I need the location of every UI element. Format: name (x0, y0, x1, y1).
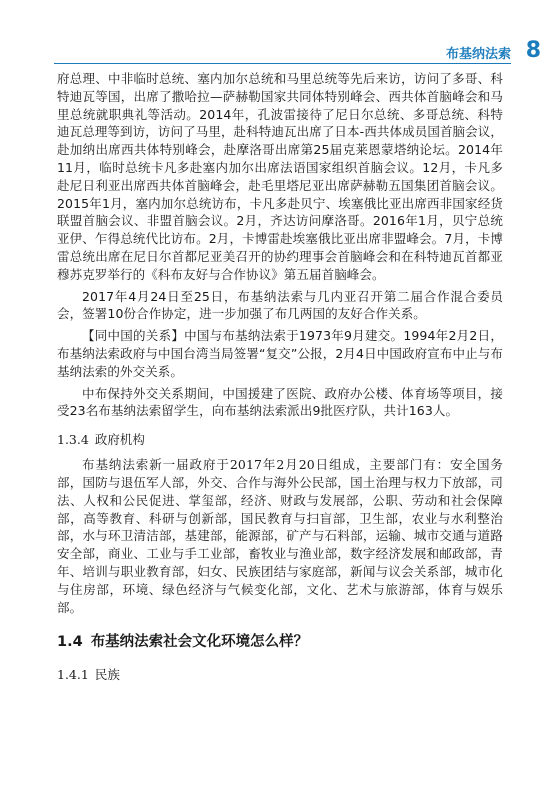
section-heading-government (57, 430, 503, 448)
page-header (0, 0, 559, 80)
paragraph-china-relations: 【同中国的关系】中国与布基纳法索于1973年9月建交。1994年2月2日，布基纳法索政府与中国台湾当局签署“复交”公报，2月4日中国政府宣布中止与布基纳法索的外交关系。 (57, 328, 503, 379)
section-title: 布基纳法索社会文化环境怎么样？ (90, 634, 309, 651)
paragraph-china-aid: 中布保持外交关系期间，中国援建了医院、政府办公楼、体育场等项目，接受23名布基纳法索留学生，向布基纳法索派出9批医疗队，共计163人。 (57, 385, 503, 419)
paragraph-guinea-commission: 2017年4月24日至25日，布基纳法索与几内亚召开第二届合作混合委员会，签署10份合作协定，进一步加强了布几两国的友好合作关系。 (57, 288, 503, 322)
section-number: 1.4.1 (57, 667, 89, 683)
section-number: 1.3.4 (57, 432, 89, 448)
section-number: 1.4 (57, 634, 83, 651)
chapter-heading-social-culture (57, 630, 503, 651)
section-title: 政府机构 (94, 432, 145, 448)
page-body (57, 70, 503, 691)
header-rule (54, 63, 511, 64)
section-heading-ethnicity (57, 665, 503, 683)
page-number: 8 (525, 38, 541, 63)
section-title: 民族 (94, 667, 120, 683)
running-title: 布基纳法索 (445, 47, 511, 62)
paragraph-government-ministries: 布基纳法索新一届政府于2017年2月20日组成，主要部门有：安全国务部，国防与退伍军人部，外交、合作与海外公民部，国土治理与权力下放部，司法、人权和公民促进、掌玺部，经济、财政与发展部，公职、劳动和社会保障部，高等教育、科研与创新部，国民教育与扫盲部，卫生部，农业与水利整治部，水与环卫清洁部，基建部，能源部，矿产与石料部，运输、城市交通与道路安全部，商业、工业与手工业部，畜牧业与渔业部，数字经济发展和邮政部，青年、培训与职业教育部，妇女、民族团结与家庭部，新闻与议会关系部，城市化与住房部，环境、绿色经济与气候变化部，文化、艺术与旅游部，体育与娱乐部。 (57, 457, 503, 615)
paragraph-diplomatic-visits: 府总理、中非临时总统、塞内加尔总统和马里总统等先后来访，访问了多哥、科特迪瓦等国，出席了撒哈拉—萨赫勒国家共同体特别峰会、西共体首脑峰会和马里总统就职典礼等活动。2014年，孔波雷接待了尼日尔总统、多哥总统、科特迪瓦总理等到访，访问了马里，赴科特迪瓦出席了日本-西共体成员国首脑会议，赴加纳出席西共体特别峰会，赴摩洛哥出席第25届克莱恩蒙塔纳论坛。2014年11月，临时总统卡凡多赴塞内加尔出席法语国家组织首脑会议。12月，卡凡多赴尼日利亚出席西共体首脑峰会，赴毛里塔尼亚出席萨赫勒五国集团首脑会议。2015年1月，塞内加尔总统访布，卡凡多赴贝宁、埃塞俄比亚出席西非国家经货联盟首脑会议、非盟首脑会议。2月，齐达访问摩洛哥。2016年1月，贝宁总统亚伊、乍得总统代比访布。2月，卡博雷赴埃塞俄比亚出席非盟峰会。7月，卡博雷总统出席在尼日尔首都尼亚美召开的协约理事会首脑峰会和在科特迪瓦首都亚穆苏克罗举行的《科布友好与合作协议》第五届首脑峰会。 (57, 71, 503, 282)
